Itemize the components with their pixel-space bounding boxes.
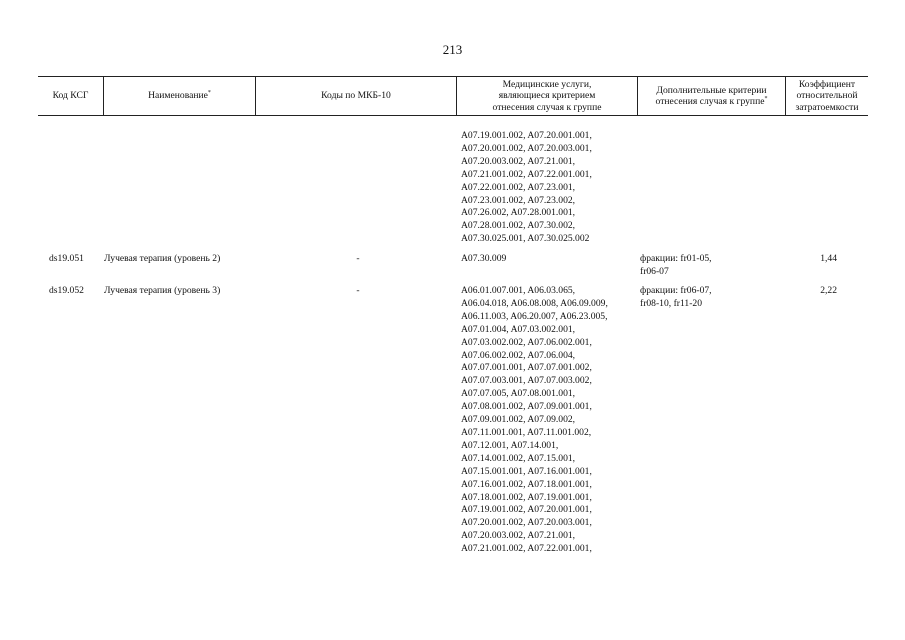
row-services (461, 285, 608, 556)
service-line: A06.01.007.001, A06.03.065, (461, 285, 576, 296)
service-line: A07.19.001.002, A07.20.001.001, (461, 504, 592, 516)
service-line: A06.04.018, A06.08.008, A06.09.009, (461, 297, 608, 309)
service-line: A07.01.004, A07.03.002.001, (461, 323, 576, 335)
service-line: A07.20.001.002, A07.20.003.001, (461, 517, 592, 529)
service-line: A07.30.025.001, A07.30.025.002 (461, 233, 590, 245)
service-line: A06.11.003, A06.20.007, A06.23.005, (461, 310, 608, 322)
criteria-line: fr06-07 (640, 265, 669, 277)
service-line: A07.23.001.002, A07.23.002, (461, 194, 576, 206)
service-line: A07.21.001.002, A07.22.001.001, (461, 168, 592, 180)
header-icd: Коды по МКБ-10 (321, 90, 391, 102)
row-criteria (640, 253, 712, 279)
row-code: ds19.052 (49, 285, 84, 296)
row-services (461, 253, 506, 266)
continuation-services (461, 130, 592, 246)
service-line: A07.26.002, A07.28.001.001, (461, 207, 576, 219)
service-line: A07.15.001.001, A07.16.001.001, (461, 465, 592, 477)
row-code: ds19.051 (49, 253, 84, 264)
service-line: A07.07.003.001, A07.07.003.002, (461, 375, 592, 387)
service-line: A07.20.003.002, A07.21.001, (461, 530, 576, 542)
criteria-line: фракции: fr06-07, (640, 285, 712, 296)
row-name: Лучевая терапия (уровень 2) (104, 253, 221, 264)
service-line: A07.14.001.002, A07.15.001, (461, 452, 576, 464)
service-line: A07.08.001.002, A07.09.001.001, (461, 401, 592, 413)
criteria-line: fr08-10, fr11-20 (640, 297, 702, 309)
service-line: A07.18.001.002, A07.19.001.001, (461, 491, 592, 503)
header-bottom-rule (38, 115, 868, 116)
header-coef: Коэффициент относительной затратоемкости (795, 78, 859, 113)
service-line: A07.07.005, A07.08.001.001, (461, 388, 576, 400)
service-line: A07.09.001.002, A07.09.002, (461, 414, 576, 426)
service-line: A07.28.001.002, A07.30.002, (461, 220, 576, 232)
row-name: Лучевая терапия (уровень 3) (104, 285, 221, 296)
header-services: Медицинские услуги, являющиеся критерием отнесения случая к группе (492, 78, 602, 113)
service-line: A07.19.001.002, A07.20.001.001, (461, 130, 592, 141)
service-line: A07.22.001.002, A07.23.001, (461, 181, 576, 193)
service-line: A07.06.002.002, A07.06.004, (461, 349, 576, 361)
service-line: A07.07.001.001, A07.07.001.002, (461, 362, 592, 374)
header-code: Код КСГ (52, 90, 89, 102)
service-line: A07.03.002.002, A07.06.002.001, (461, 336, 592, 348)
row-coef: 2,22 (820, 285, 837, 296)
row-criteria (640, 285, 712, 311)
service-line: A07.16.001.002, A07.18.001.001, (461, 478, 592, 490)
service-line: A07.11.001.001, A07.11.001.002, (461, 426, 592, 438)
service-line: A07.30.009 (461, 253, 507, 264)
header-name: Наименование* (148, 90, 211, 102)
criteria-line: фракции: fr01-05, (640, 253, 712, 264)
service-line: A07.21.001.002, A07.22.001.001, (461, 543, 592, 555)
row-icd: - (356, 285, 360, 296)
service-line: A07.12.001, A07.14.001, (461, 439, 559, 451)
service-line: A07.20.003.002, A07.21.001, (461, 155, 576, 167)
page-number: 213 (442, 42, 463, 57)
row-icd: - (356, 253, 360, 264)
header-criteria: Дополнительные критерии отнесения случая к группе* (655, 84, 768, 107)
row-coef: 1,44 (820, 253, 837, 264)
service-line: A07.20.001.002, A07.20.003.001, (461, 142, 592, 154)
